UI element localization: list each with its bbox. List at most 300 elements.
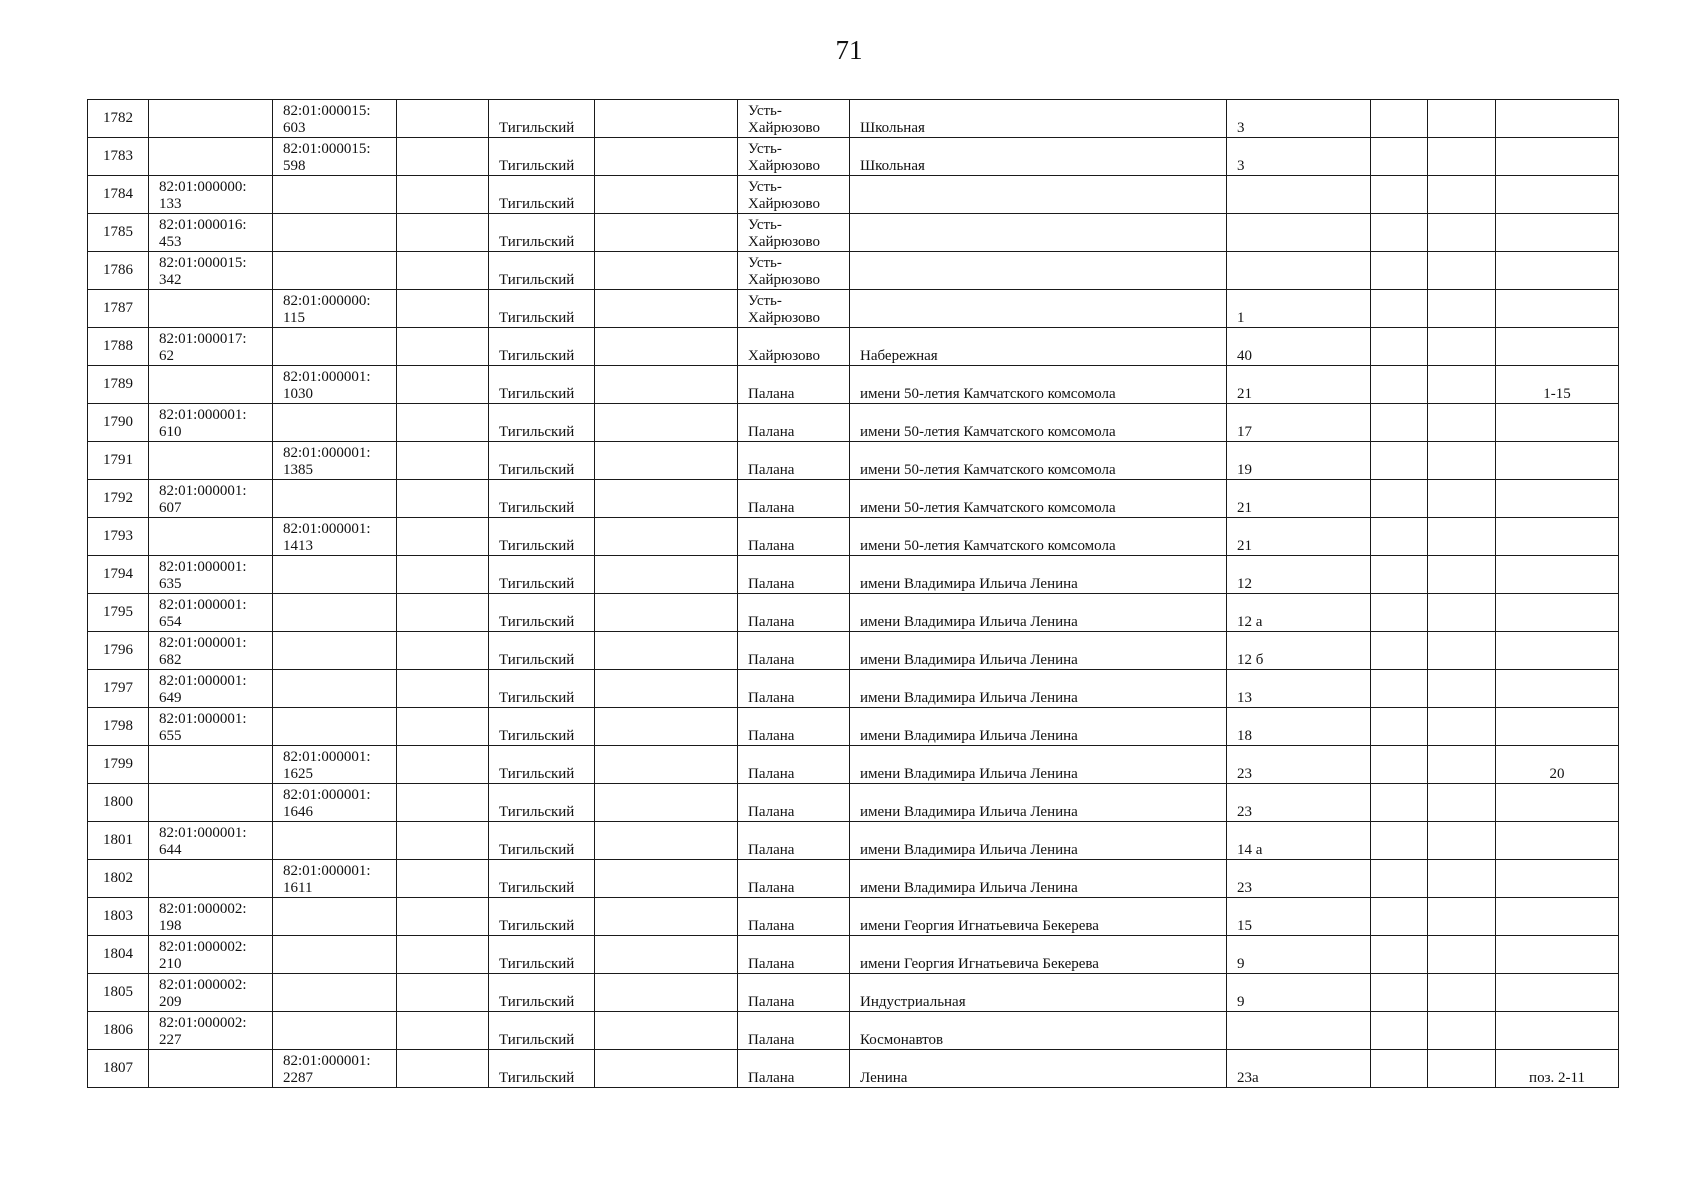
cadastral-prefix: 82:01:000001: (159, 559, 247, 575)
cadastral-number-building (273, 974, 397, 1012)
empty-cell (397, 670, 489, 708)
cadastral-number-building (273, 784, 397, 822)
empty-cell (595, 1050, 738, 1088)
locality-line-2: Палана (748, 728, 795, 744)
street-cell: имени Георгия Игнатьевича Бекерева (850, 898, 1227, 936)
locality-cell (738, 594, 850, 632)
apartment-cell (1496, 974, 1619, 1012)
cadastral-number-building (273, 708, 397, 746)
empty-cell (397, 1050, 489, 1088)
table-row (88, 1012, 1619, 1050)
street-cell: имени Владимира Ильича Ленина (850, 632, 1227, 670)
locality-line-2: Палана (748, 386, 795, 402)
row-number: 1796 (88, 632, 149, 670)
empty-cell (595, 1012, 738, 1050)
empty-cell (397, 480, 489, 518)
table-row (88, 518, 1619, 556)
apartment-cell (1496, 594, 1619, 632)
house-cell: 23а (1227, 1050, 1371, 1088)
district-cell: Тигильский (489, 100, 595, 138)
empty-cell (595, 898, 738, 936)
house-cell: 21 (1227, 366, 1371, 404)
cadastral-number-building (273, 556, 397, 594)
empty-cell (1371, 822, 1428, 860)
street-cell: имени Владимира Ильича Ленина (850, 708, 1227, 746)
house-cell: 9 (1227, 936, 1371, 974)
table-row (88, 252, 1619, 290)
locality-line-1: Усть- (748, 141, 782, 157)
empty-cell (1371, 936, 1428, 974)
apartment-cell (1496, 176, 1619, 214)
apartment-cell: 20 (1496, 746, 1619, 784)
district-cell: Тигильский (489, 632, 595, 670)
empty-cell (1428, 328, 1496, 366)
house-cell: 19 (1227, 442, 1371, 480)
district-cell: Тигильский (489, 898, 595, 936)
empty-cell (1428, 404, 1496, 442)
cadastral-number-building (273, 290, 397, 328)
empty-cell (595, 176, 738, 214)
cadastral-prefix: 82:01:000001: (283, 521, 371, 537)
apartment-cell: 1-15 (1496, 366, 1619, 404)
locality-cell (738, 898, 850, 936)
cadastral-number-building (273, 176, 397, 214)
cadastral-prefix: 82:01:000001: (283, 1053, 371, 1069)
district-cell: Тигильский (489, 518, 595, 556)
empty-cell (1371, 138, 1428, 176)
street-cell: имени Владимира Ильича Ленина (850, 822, 1227, 860)
locality-cell (738, 556, 850, 594)
district-cell: Тигильский (489, 252, 595, 290)
empty-cell (1428, 366, 1496, 404)
apartment-cell (1496, 138, 1619, 176)
locality-cell (738, 784, 850, 822)
street-cell: имени Владимира Ильича Ленина (850, 746, 1227, 784)
empty-cell (1428, 594, 1496, 632)
locality-cell (738, 366, 850, 404)
empty-cell (595, 936, 738, 974)
street-cell: имени 50-летия Камчатского комсомола (850, 518, 1227, 556)
cadastral-number-land (149, 898, 273, 936)
street-cell: имени 50-летия Камчатского комсомола (850, 366, 1227, 404)
row-number: 1807 (88, 1050, 149, 1088)
row-number: 1782 (88, 100, 149, 138)
cadastral-prefix: 82:01:000002: (159, 977, 247, 993)
locality-line-2: Палана (748, 956, 795, 972)
empty-cell (595, 138, 738, 176)
row-number: 1790 (88, 404, 149, 442)
district-cell: Тигильский (489, 366, 595, 404)
cadastral-number-building (273, 214, 397, 252)
empty-cell (1371, 860, 1428, 898)
empty-cell (595, 252, 738, 290)
house-cell (1227, 176, 1371, 214)
cadastral-number-land (149, 290, 273, 328)
street-cell (850, 290, 1227, 328)
house-cell: 40 (1227, 328, 1371, 366)
cadastral-number-land (149, 1012, 273, 1050)
cadastral-number-building (273, 328, 397, 366)
empty-cell (1371, 1050, 1428, 1088)
street-cell: Индустриальная (850, 974, 1227, 1012)
cadastral-number-building (273, 1050, 397, 1088)
district-cell: Тигильский (489, 974, 595, 1012)
empty-cell (595, 746, 738, 784)
apartment-cell (1496, 214, 1619, 252)
district-cell: Тигильский (489, 480, 595, 518)
cadastral-number-building (273, 518, 397, 556)
cadastral-prefix: 82:01:000001: (283, 369, 371, 385)
house-cell (1227, 1012, 1371, 1050)
apartment-cell: поз. 2-11 (1496, 1050, 1619, 1088)
locality-cell (738, 670, 850, 708)
locality-cell (738, 404, 850, 442)
apartment-cell (1496, 632, 1619, 670)
apartment-cell (1496, 100, 1619, 138)
table-row (88, 936, 1619, 974)
locality-cell (738, 290, 850, 328)
cadastral-prefix: 82:01:000001: (159, 483, 247, 499)
row-number: 1784 (88, 176, 149, 214)
house-cell (1227, 214, 1371, 252)
empty-cell (595, 480, 738, 518)
empty-cell (397, 366, 489, 404)
empty-cell (1371, 670, 1428, 708)
street-cell: Ленина (850, 1050, 1227, 1088)
house-cell (1227, 252, 1371, 290)
table-row (88, 176, 1619, 214)
street-cell: имени Владимира Ильича Ленина (850, 860, 1227, 898)
cadastral-suffix: 1385 (283, 462, 313, 478)
row-number: 1806 (88, 1012, 149, 1050)
empty-cell (397, 214, 489, 252)
cadastral-number-building (273, 936, 397, 974)
cadastral-prefix: 82:01:000001: (283, 749, 371, 765)
cadastral-prefix: 82:01:000001: (159, 673, 247, 689)
locality-line-1: Усть- (748, 179, 782, 195)
empty-cell (1371, 176, 1428, 214)
empty-cell (1371, 632, 1428, 670)
empty-cell (397, 404, 489, 442)
row-number: 1792 (88, 480, 149, 518)
cadastral-number-building (273, 746, 397, 784)
house-cell: 12 (1227, 556, 1371, 594)
cadastral-suffix: 635 (159, 576, 182, 592)
empty-cell (595, 366, 738, 404)
empty-cell (1371, 252, 1428, 290)
empty-cell (1371, 898, 1428, 936)
table-row (88, 328, 1619, 366)
row-number: 1805 (88, 974, 149, 1012)
locality-cell (738, 480, 850, 518)
empty-cell (595, 518, 738, 556)
empty-cell (397, 1012, 489, 1050)
cadastral-suffix: 210 (159, 956, 182, 972)
row-number: 1803 (88, 898, 149, 936)
cadastral-number-building (273, 100, 397, 138)
cadastral-number-building (273, 442, 397, 480)
empty-cell (397, 860, 489, 898)
apartment-cell (1496, 1012, 1619, 1050)
cadastral-suffix: 655 (159, 728, 182, 744)
cadastral-prefix: 82:01:000001: (283, 863, 371, 879)
cadastral-suffix: 610 (159, 424, 182, 440)
apartment-cell (1496, 822, 1619, 860)
cadastral-number-land (149, 366, 273, 404)
cadastral-prefix: 82:01:000002: (159, 901, 247, 917)
cadastral-prefix: 82:01:000015: (283, 141, 371, 157)
district-cell: Тигильский (489, 442, 595, 480)
cadastral-number-building (273, 632, 397, 670)
locality-cell (738, 860, 850, 898)
empty-cell (1371, 746, 1428, 784)
empty-cell (1428, 936, 1496, 974)
empty-cell (1371, 366, 1428, 404)
street-cell: Школьная (850, 100, 1227, 138)
cadastral-number-land (149, 936, 273, 974)
cadastral-suffix: 1030 (283, 386, 313, 402)
apartment-cell (1496, 898, 1619, 936)
empty-cell (1371, 328, 1428, 366)
empty-cell (1371, 100, 1428, 138)
apartment-cell (1496, 252, 1619, 290)
empty-cell (397, 632, 489, 670)
empty-cell (595, 404, 738, 442)
locality-line-2: Хайрюзово (748, 196, 821, 212)
apartment-cell (1496, 784, 1619, 822)
cadastral-suffix: 654 (159, 614, 182, 630)
empty-cell (595, 328, 738, 366)
street-cell: имени 50-летия Камчатского комсомола (850, 480, 1227, 518)
table-row (88, 138, 1619, 176)
locality-line-1: Усть- (748, 217, 782, 233)
district-cell: Тигильский (489, 1050, 595, 1088)
cadastral-prefix: 82:01:000001: (159, 635, 247, 651)
district-cell: Тигильский (489, 290, 595, 328)
cadastral-number-building (273, 594, 397, 632)
cadastral-number-land (149, 252, 273, 290)
cadastral-prefix: 82:01:000001: (159, 711, 247, 727)
locality-line-2: Палана (748, 424, 795, 440)
cadastral-prefix: 82:01:000001: (283, 445, 371, 461)
district-cell: Тигильский (489, 784, 595, 822)
cadastral-suffix: 133 (159, 196, 182, 212)
cadastral-prefix: 82:01:000017: (159, 331, 247, 347)
cadastral-number-land (149, 594, 273, 632)
district-cell: Тигильский (489, 328, 595, 366)
locality-cell (738, 252, 850, 290)
empty-cell (397, 784, 489, 822)
table-row (88, 290, 1619, 328)
cadastral-number-land (149, 632, 273, 670)
row-number: 1797 (88, 670, 149, 708)
locality-line-2: Палана (748, 576, 795, 592)
house-cell: 12 б (1227, 632, 1371, 670)
empty-cell (1371, 1012, 1428, 1050)
cadastral-number-building (273, 670, 397, 708)
house-cell: 12 а (1227, 594, 1371, 632)
locality-cell (738, 1012, 850, 1050)
street-cell: имени Георгия Игнатьевича Бекерева (850, 936, 1227, 974)
empty-cell (397, 974, 489, 1012)
house-cell: 15 (1227, 898, 1371, 936)
apartment-cell (1496, 860, 1619, 898)
district-cell: Тигильский (489, 746, 595, 784)
empty-cell (1371, 442, 1428, 480)
street-cell: Набережная (850, 328, 1227, 366)
empty-cell (397, 594, 489, 632)
cadastral-prefix: 82:01:000000: (159, 179, 247, 195)
cadastral-prefix: 82:01:000001: (159, 407, 247, 423)
empty-cell (1371, 708, 1428, 746)
empty-cell (1371, 974, 1428, 1012)
locality-line-2: Палана (748, 1032, 795, 1048)
empty-cell (1428, 442, 1496, 480)
locality-cell (738, 746, 850, 784)
locality-line-2: Палана (748, 462, 795, 478)
cadastral-prefix: 82:01:000016: (159, 217, 247, 233)
locality-cell (738, 518, 850, 556)
locality-cell (738, 176, 850, 214)
locality-line-2: Палана (748, 918, 795, 934)
table-row (88, 860, 1619, 898)
street-cell: имени Владимира Ильича Ленина (850, 556, 1227, 594)
empty-cell (1428, 252, 1496, 290)
cadastral-number-land (149, 214, 273, 252)
cadastral-suffix: 62 (159, 348, 174, 364)
cadastral-prefix: 82:01:000000: (283, 293, 371, 309)
cadastral-suffix: 115 (283, 310, 305, 326)
locality-cell (738, 214, 850, 252)
apartment-cell (1496, 328, 1619, 366)
empty-cell (1428, 632, 1496, 670)
locality-cell (738, 442, 850, 480)
locality-cell (738, 632, 850, 670)
cadastral-suffix: 1413 (283, 538, 313, 554)
empty-cell (1371, 404, 1428, 442)
empty-cell (595, 100, 738, 138)
cadastral-number-building (273, 138, 397, 176)
cadastral-suffix: 227 (159, 1032, 182, 1048)
cadastral-number-land (149, 480, 273, 518)
apartment-cell (1496, 518, 1619, 556)
apartment-cell (1496, 708, 1619, 746)
apartment-cell (1496, 290, 1619, 328)
table-row (88, 822, 1619, 860)
cadastral-suffix: 1646 (283, 804, 313, 820)
empty-cell (1371, 594, 1428, 632)
row-number: 1795 (88, 594, 149, 632)
house-cell: 14 а (1227, 822, 1371, 860)
row-number: 1801 (88, 822, 149, 860)
empty-cell (397, 822, 489, 860)
empty-cell (1371, 556, 1428, 594)
locality-line-2: Хайрюзово (748, 348, 821, 364)
empty-cell (1428, 670, 1496, 708)
empty-cell (1428, 898, 1496, 936)
empty-cell (397, 442, 489, 480)
table-row (88, 442, 1619, 480)
street-cell (850, 176, 1227, 214)
cadastral-number-land (149, 518, 273, 556)
empty-cell (397, 328, 489, 366)
page-number: 71 (835, 35, 863, 65)
table-row (88, 366, 1619, 404)
empty-cell (397, 898, 489, 936)
locality-cell (738, 100, 850, 138)
row-number: 1802 (88, 860, 149, 898)
locality-cell (738, 328, 850, 366)
cadastral-prefix: 82:01:000015: (283, 103, 371, 119)
cadastral-number-land (149, 138, 273, 176)
empty-cell (1428, 1050, 1496, 1088)
district-cell: Тигильский (489, 860, 595, 898)
empty-cell (397, 100, 489, 138)
empty-cell (595, 290, 738, 328)
house-cell: 3 (1227, 138, 1371, 176)
table-row (88, 784, 1619, 822)
cadastral-prefix: 82:01:000001: (159, 597, 247, 613)
cadastral-number-land (149, 328, 273, 366)
cadastral-suffix: 342 (159, 272, 182, 288)
district-cell: Тигильский (489, 176, 595, 214)
empty-cell (1428, 708, 1496, 746)
table-row (88, 404, 1619, 442)
cadastral-prefix: 82:01:000001: (283, 787, 371, 803)
locality-line-2: Палана (748, 614, 795, 630)
empty-cell (1428, 974, 1496, 1012)
cadastral-number-building (273, 1012, 397, 1050)
locality-cell (738, 974, 850, 1012)
cadastral-suffix: 1611 (283, 880, 313, 896)
empty-cell (1371, 518, 1428, 556)
empty-cell (1428, 290, 1496, 328)
house-cell: 23 (1227, 746, 1371, 784)
empty-cell (397, 746, 489, 784)
cadastral-suffix: 603 (283, 120, 306, 136)
cadastral-suffix: 644 (159, 842, 182, 858)
row-number: 1800 (88, 784, 149, 822)
street-cell: имени Владимира Ильича Ленина (850, 784, 1227, 822)
locality-line-2: Хайрюзово (748, 120, 821, 136)
empty-cell (1371, 784, 1428, 822)
cadastral-number-land (149, 670, 273, 708)
house-cell: 17 (1227, 404, 1371, 442)
locality-line-2: Хайрюзово (748, 158, 821, 174)
street-cell: имени Владимира Ильича Ленина (850, 670, 1227, 708)
house-cell: 21 (1227, 480, 1371, 518)
street-cell: имени 50-летия Камчатского комсомола (850, 442, 1227, 480)
street-cell (850, 214, 1227, 252)
house-cell: 3 (1227, 100, 1371, 138)
empty-cell (1428, 1012, 1496, 1050)
cadastral-number-land (149, 404, 273, 442)
street-cell (850, 252, 1227, 290)
row-number: 1789 (88, 366, 149, 404)
apartment-cell (1496, 480, 1619, 518)
cadastral-number-land (149, 100, 273, 138)
empty-cell (595, 556, 738, 594)
district-cell: Тигильский (489, 1012, 595, 1050)
registry-rows (88, 100, 1619, 1088)
apartment-cell (1496, 404, 1619, 442)
row-number: 1798 (88, 708, 149, 746)
locality-line-1: Усть- (748, 103, 782, 119)
street-cell: имени 50-летия Камчатского комсомола (850, 404, 1227, 442)
empty-cell (397, 518, 489, 556)
house-cell: 18 (1227, 708, 1371, 746)
locality-line-2: Палана (748, 500, 795, 516)
